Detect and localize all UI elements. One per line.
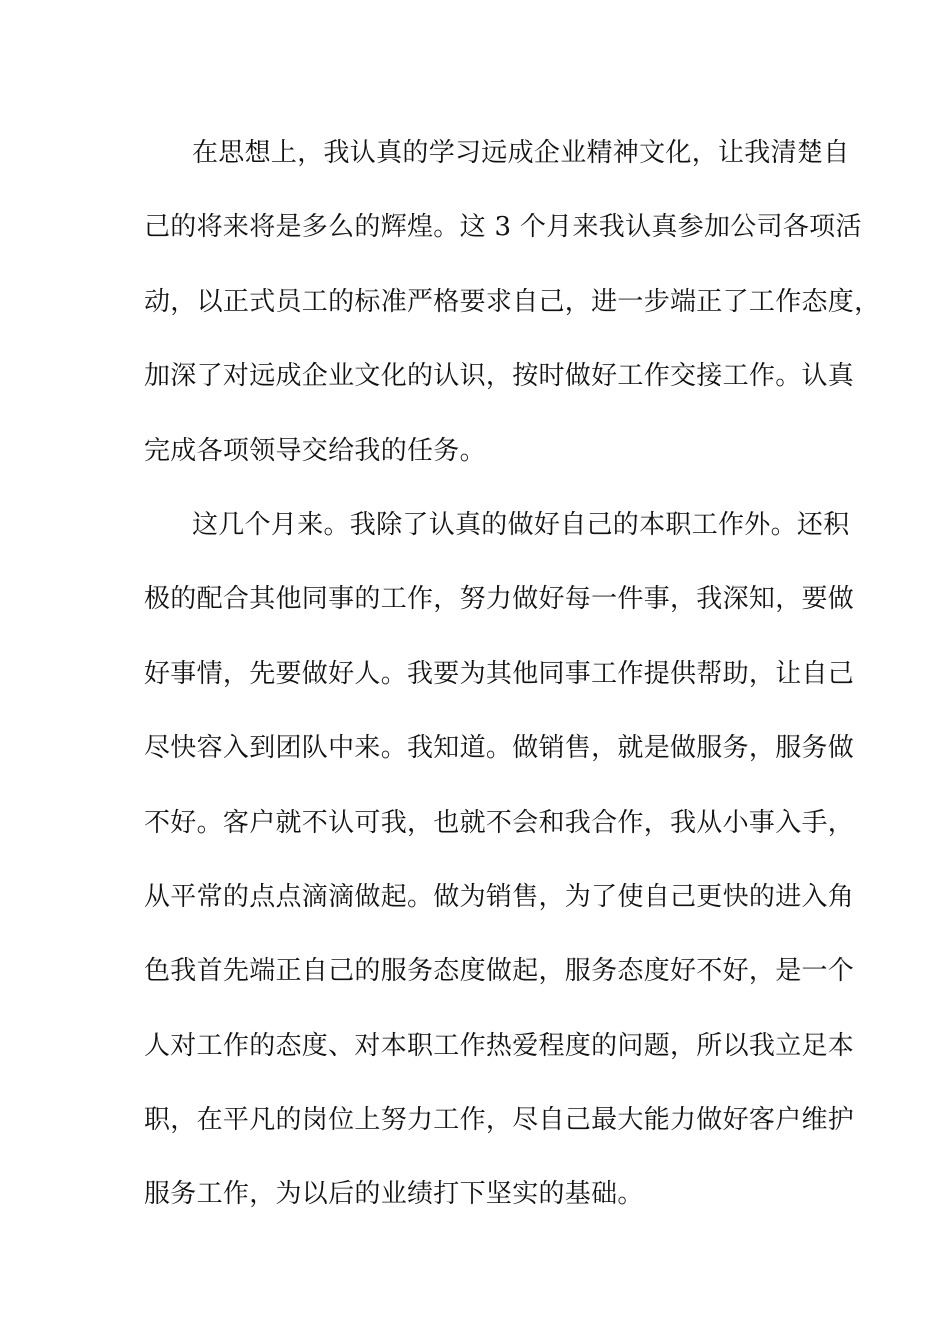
paragraph-2-line-7: 色我首先端正自己的服务态度做起，服务态度好不好，是一个	[144, 956, 855, 987]
paragraph-2-line-6: 从平常的点点滴滴做起。做为销售，为了使自己更快的进入角	[144, 881, 855, 912]
paragraph-1-line-1: 在思想上，我认真的学习远成企业精神文化，让我清楚自	[192, 138, 850, 168]
paragraph-2-line-3: 好事情，先要做好人。我要为其他同事工作提供帮助，让自己	[144, 658, 855, 689]
paragraph-2-line-4: 尽快容入到团队中来。我知道。做销售，就是做服务，服务做	[144, 733, 855, 764]
paragraph-1-line-2: 己的将来将是多么的辉煌。这 3 个月来我认真参加公司各项活	[144, 212, 862, 243]
paragraph-2-line-9: 职，在平凡的岗位上努力工作，尽自己最大能力做好客户维护	[144, 1105, 855, 1136]
paragraph-2-line-5: 不好。客户就不认可我，也就不会和我合作，我从小事入手，	[144, 807, 855, 838]
paragraph-1-line-5: 完成各项领导交给我的任务。	[144, 435, 486, 466]
paragraph-1-line-4: 加深了对远成企业文化的认识，按时做好工作交接工作。认真	[144, 361, 855, 392]
paragraph-2-line-2: 极的配合其他同事的工作，努力做好每一件事，我深知，要做	[144, 584, 855, 615]
paragraph-2-line-10: 服务工作，为以后的业绩打下坚实的基础。	[144, 1179, 644, 1210]
document-body	[144, 116, 881, 1232]
paragraph-2-line-1: 这几个月来。我除了认真的做好自己的本职工作外。还积	[192, 509, 850, 540]
paragraph-2-line-8: 人对工作的态度、对本职工作热爱程度的问题，所以我立足本	[144, 1030, 855, 1061]
paragraph-1-line-3: 动，以正式员工的标准严格要求自己，进一步端正了工作态度，	[144, 286, 881, 317]
